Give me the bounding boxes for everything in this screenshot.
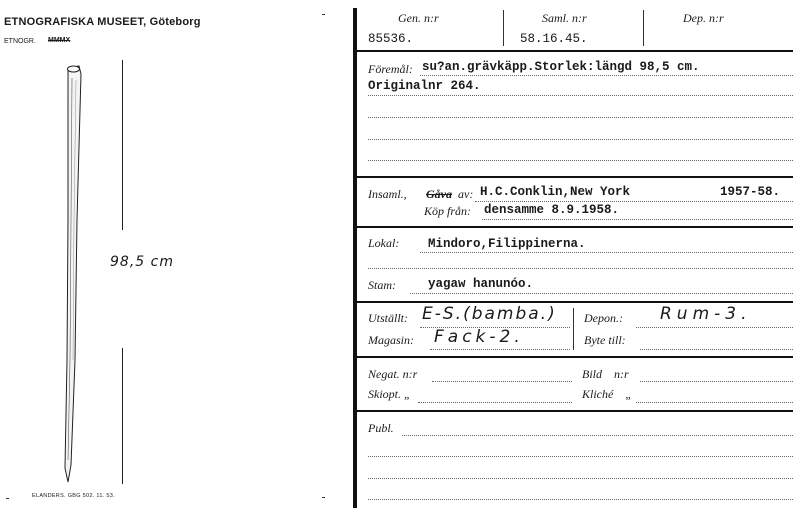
gift-struck-label: Gåva bbox=[426, 187, 452, 201]
exchanged-label: Byte till: bbox=[584, 333, 626, 347]
ruled-line bbox=[636, 402, 793, 403]
locality-value[interactable]: Mindoro,Filippinerna. bbox=[428, 237, 586, 251]
margin-mark bbox=[322, 497, 325, 498]
department-label: ETNOGR. bbox=[4, 38, 36, 45]
ruled-line bbox=[410, 293, 793, 294]
ruled-line bbox=[420, 75, 793, 76]
section-rule bbox=[357, 226, 793, 228]
ruled-line bbox=[368, 117, 793, 118]
purchase-from-label: Köp från: bbox=[424, 204, 472, 218]
tribe-value[interactable]: yagaw hanunóo. bbox=[428, 277, 534, 291]
object-original-number[interactable]: Originalnr 264. bbox=[368, 79, 481, 93]
exhibited-value[interactable]: E-S.(bamba.) bbox=[422, 304, 557, 324]
collector-value[interactable]: H.C.Conklin,New York bbox=[480, 185, 631, 199]
collection-year[interactable]: 1957-58. bbox=[720, 185, 781, 199]
measurement-annotation: 98,5 cm bbox=[110, 254, 174, 270]
ruled-line bbox=[430, 349, 570, 350]
section-rule bbox=[357, 356, 793, 358]
ruled-line bbox=[432, 381, 572, 382]
storage-label: Magasin: bbox=[368, 333, 414, 347]
printing-block-label: Kliché „ bbox=[582, 387, 632, 401]
dep-number-label: Dep. n:r bbox=[683, 11, 724, 25]
purchase-from-value[interactable]: densamme 8.9.1958. bbox=[484, 203, 620, 217]
printer-imprint: ELANDERS. GBG 502. 11. 53. bbox=[32, 493, 115, 499]
dimension-line-bottom bbox=[122, 348, 123, 484]
gen-number-label: Gen. n:r bbox=[398, 11, 439, 25]
department-code: MMMX bbox=[48, 37, 71, 44]
ruled-line bbox=[475, 201, 793, 202]
ruled-line bbox=[368, 478, 793, 479]
collector-by-label: av: bbox=[458, 187, 474, 201]
publication-label: Publ. bbox=[368, 421, 394, 435]
header-divider bbox=[643, 10, 644, 46]
ruled-line bbox=[640, 349, 793, 350]
negative-number-label: Negat. n:r bbox=[368, 367, 418, 381]
deposited-value[interactable]: Rum-3. bbox=[660, 304, 752, 324]
ruled-line bbox=[368, 268, 793, 269]
margin-mark bbox=[322, 14, 325, 15]
ruled-line bbox=[640, 381, 793, 382]
locality-label: Lokal: bbox=[368, 236, 400, 250]
ruled-line bbox=[368, 95, 793, 96]
card-spine bbox=[353, 8, 357, 508]
section-rule bbox=[357, 50, 793, 52]
ruled-line bbox=[636, 327, 793, 328]
saml-number-label: Saml. n:r bbox=[542, 11, 587, 25]
field-divider bbox=[573, 308, 574, 350]
saml-number-value[interactable]: 58.16.45. bbox=[520, 32, 588, 46]
ruled-line bbox=[368, 139, 793, 140]
picture-number-label: Bild n:r bbox=[582, 367, 629, 381]
collector-label: Insaml., bbox=[368, 187, 407, 201]
gen-number-value[interactable]: 85536. bbox=[368, 32, 414, 46]
section-rule bbox=[357, 176, 793, 178]
digging-stick-drawing bbox=[55, 60, 95, 490]
exhibited-label: Utställt: bbox=[368, 311, 409, 325]
deposited-label: Depon.: bbox=[584, 311, 623, 325]
storage-value[interactable]: Fack-2. bbox=[434, 327, 524, 347]
tribe-label: Stam: bbox=[368, 278, 396, 292]
section-rule bbox=[357, 410, 793, 412]
ruled-line bbox=[368, 456, 793, 457]
object-label: Föremål: bbox=[368, 62, 413, 76]
ruled-line bbox=[418, 402, 572, 403]
museum-name: ETNOGRAFISKA MUSEET, Göteborg bbox=[4, 16, 201, 28]
ruled-line bbox=[402, 435, 793, 436]
section-rule bbox=[357, 301, 793, 303]
slide-label: Skiopt. „ bbox=[368, 387, 411, 401]
ruled-line bbox=[368, 160, 793, 161]
ruled-line bbox=[420, 252, 793, 253]
ruled-line bbox=[368, 499, 793, 500]
object-description[interactable]: su?an.grävkäpp.Storlek:längd 98,5 cm. bbox=[422, 60, 700, 74]
dimension-line-top bbox=[122, 60, 123, 230]
header-divider bbox=[503, 10, 504, 46]
ruled-line bbox=[482, 219, 793, 220]
margin-mark bbox=[6, 498, 9, 499]
